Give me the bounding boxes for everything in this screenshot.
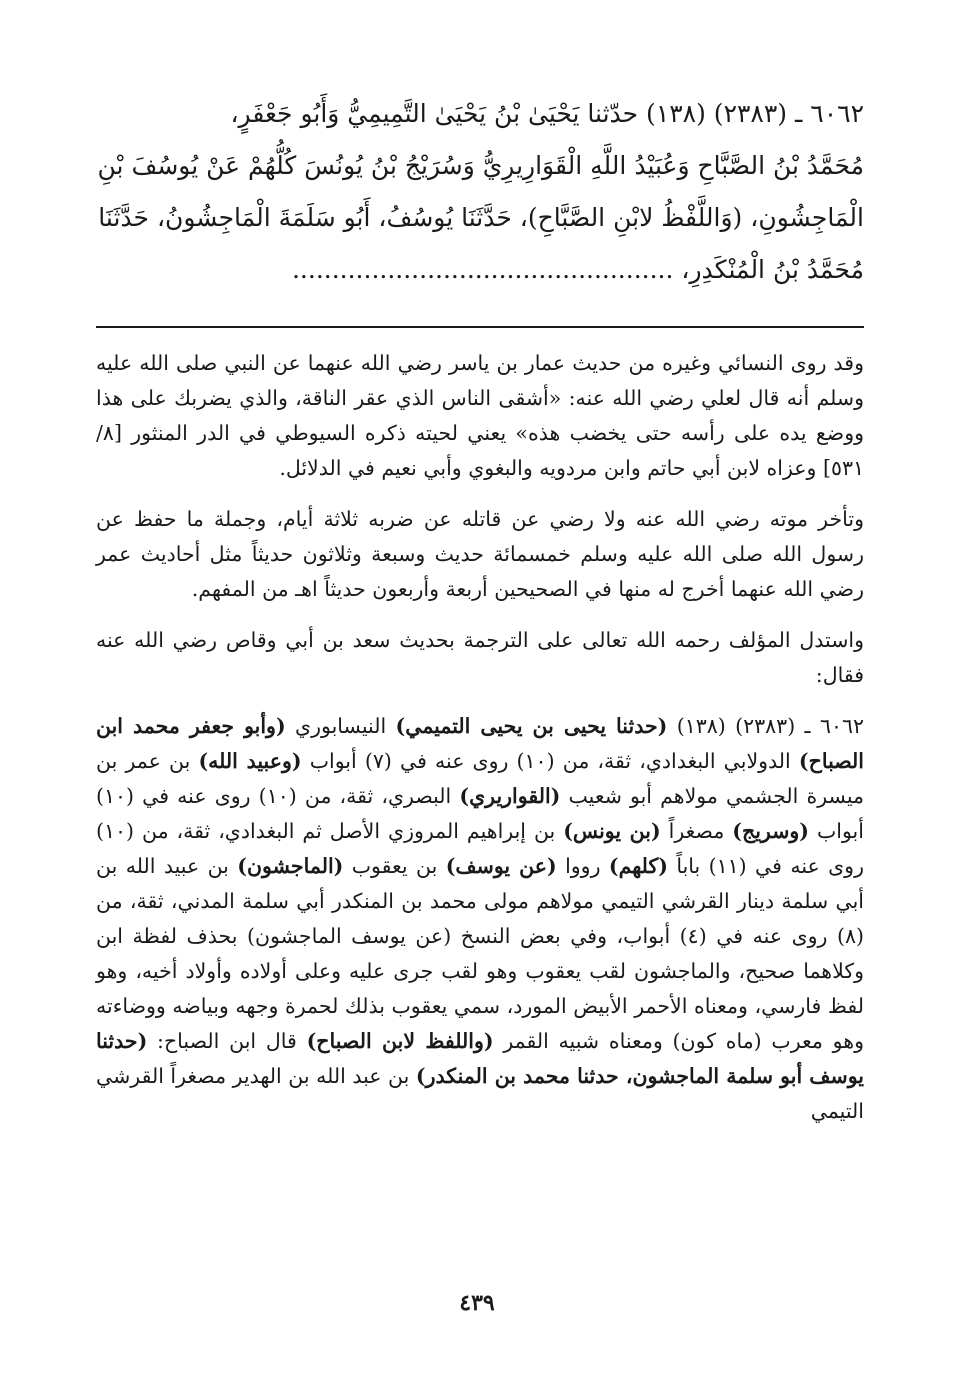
plain-text: الدولابي البغدادي، ثقة، من (١٠) روى عنه في (٧) أبواب [309, 749, 791, 773]
commentary-paragraph: وتأخر موته رضي الله عنه ولا رضي عن قاتله عن ضربه ثلاثة أيام، وجملة ما حفظ عن رسول الله صلى الله عليه وسلم خمسمائة حديث وسبعة وثلاثون حديثاً مثل أحاديث عمر رضي الله عنهما أخرج له منها في الصحيحين أربعة وأربعون حديثاً اهـ من المفهم. [96, 507, 864, 601]
plain-text: بن عبد الله بن الهدير مصغراً القرشي التيمي [96, 1064, 864, 1123]
page-number: ٤٣٩ [459, 1290, 495, 1316]
commentary-block [96, 346, 864, 1129]
bold-quote: (كلهم) [608, 854, 668, 878]
book-page [96, 88, 864, 1145]
bold-quote: (وعبيد الله) [198, 749, 302, 773]
bold-quote: (الماجشون) [237, 854, 344, 878]
hadith-line: مُحَمَّدُ بْنُ الصَّبَّاحِ وَعُبَيْدُ اللَّهِ الْقَوَارِيرِيُّ وَسُرَيْجُ بْنُ يُونُسَ كُلُّهُمْ عَنْ يُوسُفَ بْنِ [97, 151, 864, 180]
bold-quote: (بن يونس) [563, 819, 661, 843]
hadith-text-block [96, 88, 864, 296]
bold-quote: (القواريري) [459, 784, 561, 808]
bold-quote: (وأبو جعفر محمد ابن الصباح) [96, 714, 864, 773]
bold-quote: (حدثنا يوسف أبو سلمة الماجشون، حدثنا محمد بن المنكدر) [96, 1029, 864, 1088]
commentary-paragraph: وقد روى النسائي وغيره من حديث عمار بن ياسر رضي الله عنهما عن النبي صلى الله عليه وسلم أنه قال لعلي رضي الله عنه: «أشقى الناس الذي عقر الناقة، والذي يضربك على هذا ووضع يده على رأسه حتى يخضب هذه» يعني لحيته ذكره السيوطي في الدر المنثور [٨/ ٥٣١] وعزاه لابن أبي حاتم وابن مردويه والبغوي وأبي نعيم في الدلائل. [96, 351, 864, 480]
plain-text: بن عبيد الله بن أبي سلمة دينار القرشي التيمي مولاهم مولى محمد بن المنكدر أبي سلمة المدني، ثقة، من (٨) روى عنه في (٤) أبواب، وفي بعض النسخ (عن يوسف الماجشون) بحذف لفظة ابن وكلاهما صحيح، والماجشون لقب يعقوب وهو لقب جرى عليه وعلى أولاده وأولاد أخيه، وهو لفظ فارسي، ومعناه الأحمر الأبيض المورد، سمي يعقوب بذلك لحمرة وجهه وبياضه ووضاءته وهو معرب (ماه كون) ومعناه شبيه القمر [96, 854, 864, 1053]
plain-text: مصغراً [668, 819, 725, 843]
hadith-line: الْمَاجِشُونِ، (وَاللَّفْظُ لابْنِ الصَّبَّاحِ)، حَدَّثَنَا يُوسُفُ، أَبُو سَلَمَةَ الْمَاجِشُونُ، حَدَّثَنَا [98, 203, 864, 232]
plain-text: بن يعقوب [351, 854, 438, 878]
plain-text: النيسابوري [295, 714, 387, 738]
plain-text: البصري، ثقة، من (١٠) روى عنه في (١٠) أبواب [96, 784, 864, 843]
plain-text: رووا [565, 854, 601, 878]
bold-quote: (عن يوسف) [445, 854, 557, 878]
hadith-number: ٦٠٦٢ ـ (٢٣٨٣) (١٣٨) [676, 714, 864, 738]
bold-quote: (وسريج) [732, 819, 809, 843]
commentary-paragraph-chain [96, 709, 864, 1129]
section-divider [96, 326, 864, 328]
bold-quote: (واللفظ لابن الصباح) [306, 1029, 494, 1053]
plain-text: بن إبراهيم المروزي الأصل ثم البغدادي، ثقة، من (١٠) روى عنه في (١١) باباً [96, 819, 864, 878]
bold-quote: (حدثنا يحيى بن يحيى التميمي) [395, 714, 668, 738]
commentary-paragraph: واستدل المؤلف رحمه الله تعالى على الترجمة بحديث سعد بن أبي وقاص رضي الله عنه فقال: [96, 628, 864, 687]
hadith-line: ٦٠٦٢ ـ (٢٣٨٣) (١٣٨) حدّثنا يَحْيَىٰ بْنُ يَحْيَىٰ التَّمِيمِيُّ وَأَبُو جَعْفَرٍ، [230, 99, 864, 128]
hadith-line: مُحَمَّدُ بْنُ الْمُنْكَدِرِ، ................................................ [291, 255, 864, 284]
plain-text: قال ابن الصباح: [157, 1029, 297, 1053]
plain-text: بن عمر بن ميسرة الجشمي مولاهم أبو شعيب [96, 749, 865, 808]
